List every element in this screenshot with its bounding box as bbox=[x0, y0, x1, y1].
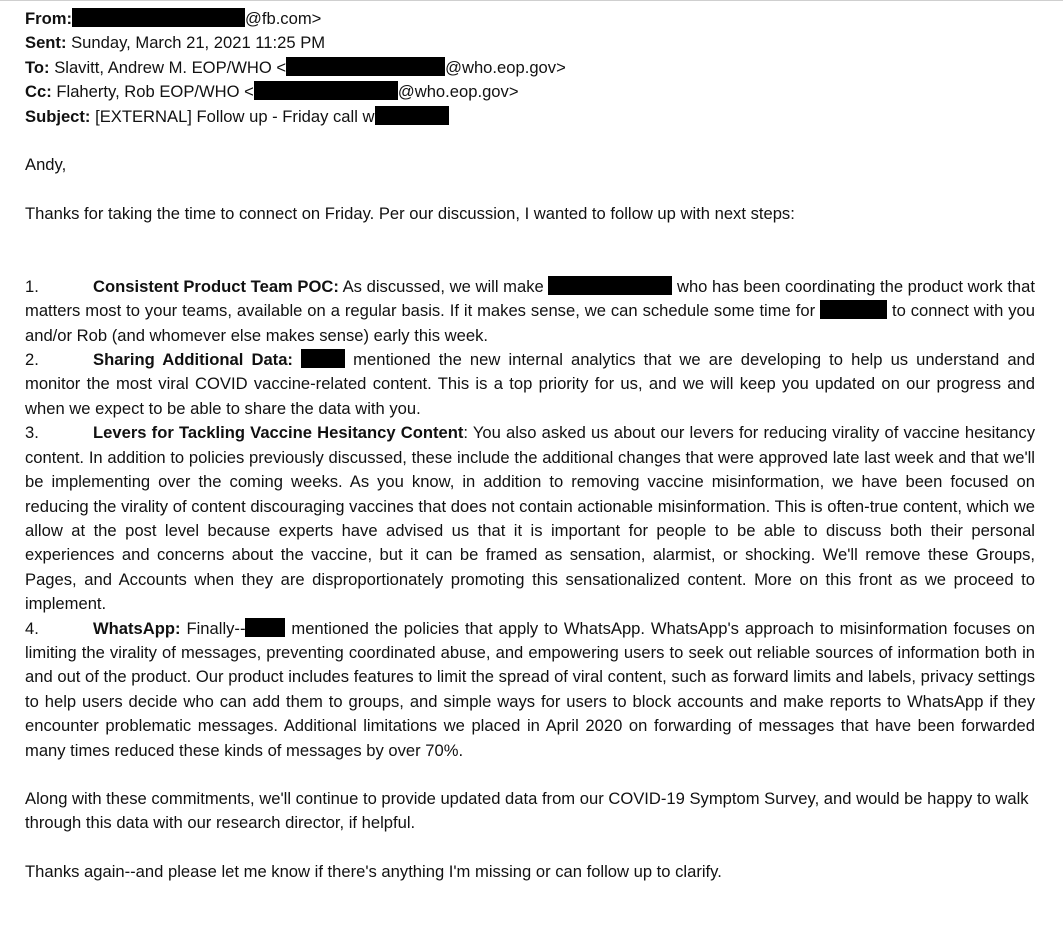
top-divider bbox=[0, 0, 1063, 1]
closing-paragraph: Along with these commitments, we'll continue to provide updated data from our COVID-19 Symptom Survey, and would be happy to walk through this data with our research director, if helpful. bbox=[25, 788, 1029, 833]
from-line bbox=[25, 7, 1035, 31]
to-domain: @who.eop.gov> bbox=[445, 57, 566, 77]
item-text: : You also asked us about our levers for reducing virality of vaccine hesitancy content. In addition to policies previously discussed, these include the additional changes that were approved late last week and that we'll be implementing over the coming weeks. As you know, in addition to removing vaccine misinformation, we have been focused on reducing the virality of content discouraging vaccines that does not contain actionable misinformation. This is often-true content, which we allow at the post level because experts have advised us that it is important for people to be able to discuss both their personal experiences and concerns about the vaccine, but it can be framed as sensation, alarmist, or shocking. We'll remove these Groups, Pages, and Accounts when they are disproportionately promoting this sensationalized content. More on this front as we proceed to implement. bbox=[25, 423, 1035, 614]
redaction-box bbox=[254, 81, 398, 100]
item-number: 1. bbox=[25, 276, 39, 296]
item-text bbox=[293, 350, 301, 369]
cc-label: Cc: bbox=[25, 82, 52, 102]
list-item bbox=[25, 348, 1035, 421]
intro-paragraph: Thanks for taking the time to connect on Friday. Per our discussion, I wanted to follow up with next steps: bbox=[25, 204, 795, 224]
sent-line bbox=[25, 31, 1035, 55]
greeting: Andy, bbox=[25, 155, 67, 175]
redaction-box bbox=[375, 106, 449, 125]
cc-domain: @who.eop.gov> bbox=[397, 82, 519, 102]
to-name: Slavitt, Andrew M. EOP/WHO < bbox=[54, 57, 287, 77]
item-text: mentioned the new internal analytics that we are developing to help us understand and monitor the most viral COVID vaccine-related content. This is a top priority for us, and we will keep you updated on our progress and when we expect to be able to share the data with you. bbox=[25, 350, 1036, 418]
redaction-box bbox=[548, 276, 672, 295]
from-label: From: bbox=[25, 9, 73, 28]
next-steps-list bbox=[25, 275, 1035, 763]
redaction-box bbox=[820, 300, 887, 319]
item-text: mentioned the policies that apply to WhatsApp. WhatsApp's approach to misinformation focuses on limiting the virality of messages, preventing coordinated abuse, and empowering users to seek out reliable sources of information both in and out of the product. Our product includes features to limit the spread of viral content, such as forward limits and labels, privacy settings to help users decide who can add them to groups, and simple ways for users to block accounts and make reports to WhatsApp if they encounter problematic messages. Additional limitations we placed in April 2020 on forwarding of messages that have been forwarded many times reduced these kinds of messages by over 70%. bbox=[25, 618, 1035, 760]
item-text: As discussed, we will make bbox=[338, 276, 549, 296]
sent-value: Sunday, March 21, 2021 11:25 PM bbox=[71, 33, 326, 53]
item-text: to connect with you and/or Rob (and whomever else makes sense) early this week. bbox=[25, 301, 1035, 345]
thanks-line: Thanks again--and please let me know if there's anything I'm missing or can follow up to clarify. bbox=[25, 861, 722, 881]
from-value: @fb.com> bbox=[245, 9, 322, 28]
subject-value: [EXTERNAL] Follow up - Friday call w bbox=[95, 106, 375, 126]
item-number: 2. bbox=[25, 350, 39, 370]
cc-line bbox=[25, 80, 1035, 104]
sent-label: Sent: bbox=[25, 33, 67, 53]
item-title: Sharing Additional Data: bbox=[93, 350, 293, 370]
subject-label: Subject: bbox=[25, 106, 91, 126]
list-item bbox=[25, 617, 1035, 763]
item-title: Levers for Tackling Vaccine Hesitancy Content bbox=[93, 423, 464, 443]
to-line bbox=[25, 56, 1035, 80]
redaction-box bbox=[72, 8, 245, 27]
to-label: To: bbox=[25, 57, 50, 77]
redaction-box bbox=[245, 618, 285, 637]
item-text: who has been coordinating the product work that matters most to your teams, available on a regular basis. If it makes sense, we can schedule some time for bbox=[25, 276, 1035, 321]
subject-line bbox=[25, 105, 1035, 129]
email-document bbox=[25, 7, 1035, 884]
item-text: Finally-- bbox=[180, 618, 246, 638]
redaction-box bbox=[301, 349, 345, 368]
list-item bbox=[25, 275, 1035, 348]
item-title: WhatsApp: bbox=[93, 618, 181, 638]
item-title: Consistent Product Team POC: bbox=[93, 276, 339, 296]
item-number: 3. bbox=[25, 423, 39, 443]
redaction-box bbox=[286, 57, 445, 76]
email-header bbox=[25, 7, 1035, 129]
item-number: 4. bbox=[25, 618, 39, 638]
cc-name: Flaherty, Rob EOP/WHO < bbox=[56, 82, 254, 102]
list-item bbox=[25, 421, 1035, 616]
